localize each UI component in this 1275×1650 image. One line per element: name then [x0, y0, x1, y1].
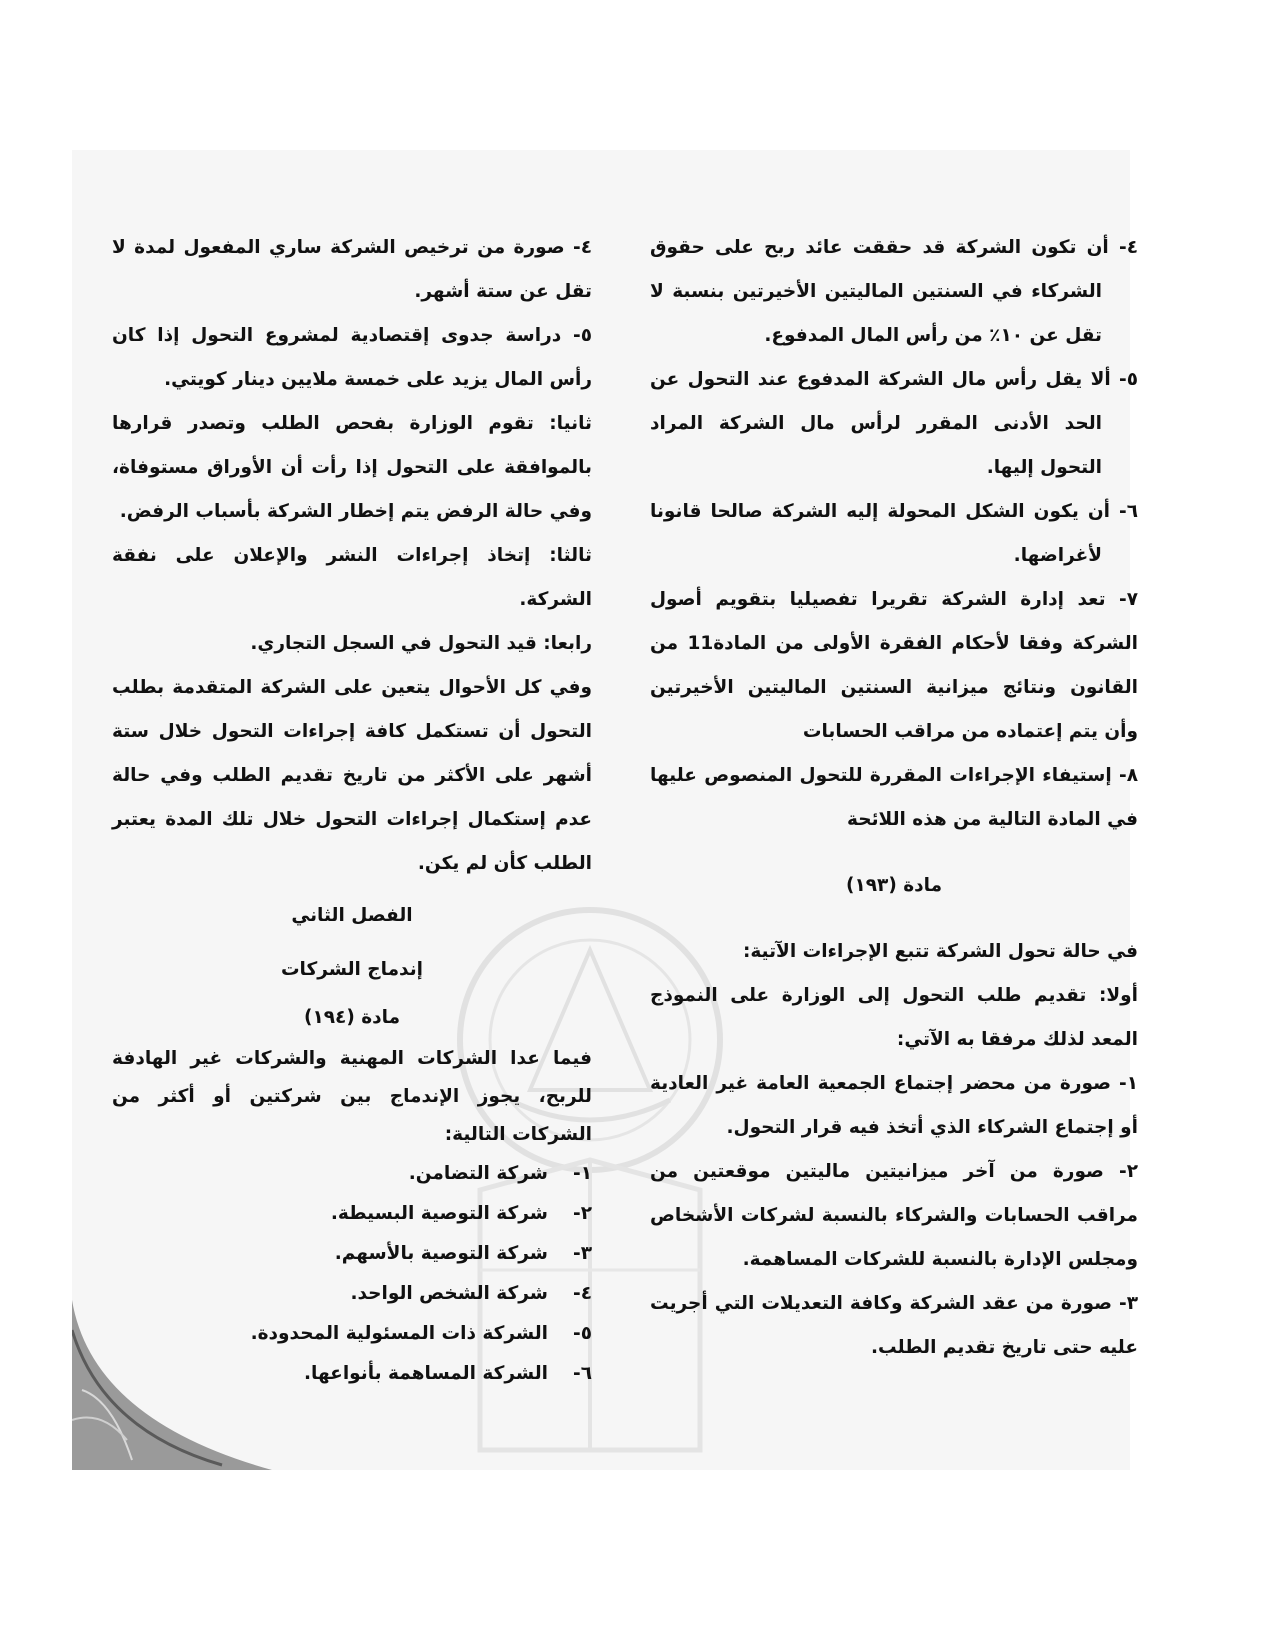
- document-item-5: ٥- دراسة جدوى إقتصادية لمشروع التحول إذا كان رأس المال يزيد على خمسة ملايين دينار كويتي.: [112, 325, 593, 390]
- merger-intro: فيما عدا الشركات المهنية والشركات غير الهادفة للربح، يجوز الإندماج بين شركتين أو أكثر من الشركات التالية:: [112, 1048, 592, 1145]
- article-194-heading: مادة (١٩٤): [303, 1007, 401, 1028]
- company-types-list: [112, 1154, 592, 1394]
- chapter-title: إندماج الشركات: [280, 959, 424, 980]
- company-type-item: ٣-شركة التوصية بالأسهم.: [334, 1243, 592, 1264]
- left-column: [112, 226, 592, 1394]
- chapter-heading: الفصل الثاني: [291, 905, 413, 926]
- procedure-second: ثانيا: تقوم الوزارة بفحص الطلب وتصدر قرارها بالموافقة على التحول إذا رأت أن الأوراق مستوفاة، وفي حالة الرفض يتم إخطار الشركة بأسباب الرفض.: [112, 413, 592, 522]
- document-item-4: ٤- صورة من ترخيص الشركة ساري المفعول لمدة لا تقل عن ستة أشهر.: [112, 237, 592, 302]
- general-provision: وفي كل الأحوال يتعين على الشركة المتقدمة بطلب التحول أن تستكمل كافة إجراءات التحول خلال ستة أشهر على الأكثر من تاريخ تقديم الطلب وفي حالة عدم إستكمال إجراءات التحول خلال تلك المدة يعتبر الطلب كأن لم يكن.: [112, 677, 592, 874]
- condition-item-6: ٦- أن يكون الشكل المحولة إليه الشركة صالحا قانونا لأغراضها.: [650, 501, 1138, 566]
- company-type-item: ٤-شركة الشخص الواحد.: [350, 1283, 592, 1304]
- condition-item-7: ٧- تعد إدارة الشركة تقريرا تفصيليا بتقويم أصول الشركة وفقا لأحكام الفقرة الأولى من المادة11 من القانون ونتائج ميزانية السنتين الماليتين الأخيرتين وأن يتم إعتماده من مراقب الحسابات: [650, 589, 1138, 742]
- company-type-item: ١-شركة التضامن.: [408, 1163, 592, 1184]
- procedure-fourth: رابعا: قيد التحول في السجل التجاري.: [250, 633, 592, 654]
- condition-item-8: ٨- إستيفاء الإجراءات المقررة للتحول المنصوص عليها في المادة التالية من هذه اللائحة: [650, 765, 1138, 830]
- procedure-third: ثالثا: إتخاذ إجراءات النشر والإعلان على نفقة الشركة.: [112, 545, 592, 610]
- right-column: [650, 226, 1138, 1370]
- document-item-1: ١- صورة من محضر إجتماع الجمعية العامة غير العادية أو إجتماع الشركاء الذي أتخذ فيه قرار التحول.: [650, 1073, 1138, 1138]
- article-193-heading: مادة (١٩٣): [845, 875, 943, 896]
- document-item-3: ٣- صورة من عقد الشركة وكافة التعديلات التي أجريت عليه حتى تاريخ تقديم الطلب.: [650, 1293, 1138, 1358]
- condition-item-5: ٥- ألا يقل رأس مال الشركة المدفوع عند التحول عن الحد الأدنى المقرر لرأس مال الشركة المراد التحول إليها.: [650, 369, 1138, 478]
- procedure-first: أولا: تقديم طلب التحول إلى الوزارة على النموذج المعد لذلك مرفقا به الآتي:: [650, 985, 1138, 1050]
- condition-item-4: ٤- أن تكون الشركة قد حققت عائد ربح على حقوق الشركاء في السنتين الماليتين الأخيرتين بنسبة لا تقل عن ١٠٪ من رأس المال المدفوع.: [650, 237, 1138, 346]
- company-type-item: ٢-شركة التوصية البسيطة.: [330, 1203, 592, 1224]
- document-item-2: ٢- صورة من آخر ميزانيتين ماليتين موقعتين من مراقب الحسابات والشركاء بالنسبة لشركات الأشخاص ومجلس الإدارة بالنسبة للشركات المساهمة.: [650, 1161, 1138, 1270]
- company-type-item: ٦-الشركة المساهمة بأنواعها.: [304, 1363, 592, 1384]
- procedure-intro: في حالة تحول الشركة تتبع الإجراءات الآتية:: [742, 941, 1138, 962]
- company-type-item: ٥-الشركة ذات المسئولية المحدودة.: [250, 1323, 592, 1344]
